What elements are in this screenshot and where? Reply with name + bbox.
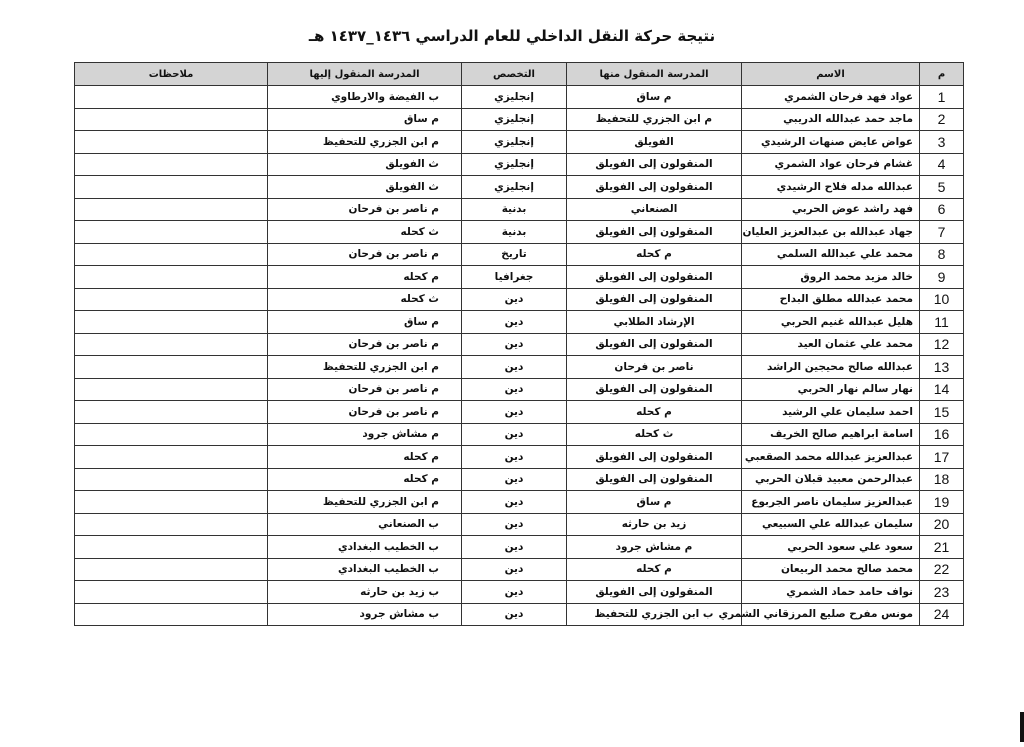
header-to-school: المدرسة المنقول إليها	[268, 63, 462, 86]
cell-name: سعود علي سعود الحربي	[742, 536, 920, 559]
table-row	[75, 198, 964, 221]
cell-num: 9	[920, 266, 964, 289]
cell-notes	[75, 558, 268, 581]
cell-num: 2	[920, 108, 964, 131]
cell-notes	[75, 468, 268, 491]
cell-num: 5	[920, 176, 964, 199]
cell-num: 18	[920, 468, 964, 491]
table-row	[75, 446, 964, 469]
cell-to-school: م ابن الجزري للتحفيظ	[268, 131, 462, 154]
cell-notes	[75, 401, 268, 424]
header-specialization: التخصص	[462, 63, 567, 86]
cell-name: نواف حامد حماد الشمري	[742, 581, 920, 604]
table-row	[75, 176, 964, 199]
table-header-row	[75, 63, 964, 86]
cell-num: 14	[920, 378, 964, 401]
cell-from-school: زيد بن حارثه	[567, 513, 742, 536]
table-row	[75, 536, 964, 559]
cell-notes	[75, 108, 268, 131]
cell-from-school: م كحله	[567, 558, 742, 581]
cell-name: فهد راشد عوض الحربي	[742, 198, 920, 221]
cell-to-school: ب الفيضة والارطاوي	[268, 86, 462, 109]
cell-num: 1	[920, 86, 964, 109]
header-name: الاسم	[742, 63, 920, 86]
cell-notes	[75, 333, 268, 356]
cell-notes	[75, 153, 268, 176]
cell-from-school: م ساق	[567, 491, 742, 514]
cell-to-school: م ابن الجزري للتحفيظ	[268, 491, 462, 514]
cell-to-school: ث الفويلق	[268, 176, 462, 199]
cell-to-school: م ناصر بن فرحان	[268, 401, 462, 424]
cell-specialization: دين	[462, 378, 567, 401]
cell-to-school: م كحله	[268, 468, 462, 491]
table-row	[75, 311, 964, 334]
cell-from-school: المنقولون إلى الفويلق	[567, 221, 742, 244]
cell-from-school: الفويلق	[567, 131, 742, 154]
cell-to-school: م ساق	[268, 108, 462, 131]
cell-name: عبدالعزيز سليمان ناصر الجربوع	[742, 491, 920, 514]
cell-name: اسامة ابراهيم صالح الخريف	[742, 423, 920, 446]
cell-num: 17	[920, 446, 964, 469]
cell-specialization: بدنية	[462, 198, 567, 221]
cell-to-school: ب الخطيب البغدادي	[268, 536, 462, 559]
cell-name: خالد مزيد محمد الروق	[742, 266, 920, 289]
cell-from-school: م ابن الجزري للتحفيظ	[567, 108, 742, 131]
cell-specialization: دين	[462, 513, 567, 536]
cell-specialization: دين	[462, 446, 567, 469]
cell-notes	[75, 266, 268, 289]
cell-notes	[75, 86, 268, 109]
header-from-school: المدرسة المنقول منها	[567, 63, 742, 86]
cell-to-school: م ناصر بن فرحان	[268, 333, 462, 356]
cell-specialization: إنجليزي	[462, 86, 567, 109]
cell-num: 6	[920, 198, 964, 221]
cell-name: محمد علي عبدالله السلمي	[742, 243, 920, 266]
cell-name: نهار سالم نهار الحربي	[742, 378, 920, 401]
cell-name: عبدالعزيز عبدالله محمد الصقعبي	[742, 446, 920, 469]
table-row	[75, 243, 964, 266]
table-body	[75, 86, 964, 626]
cell-num: 11	[920, 311, 964, 334]
cell-notes	[75, 356, 268, 379]
table-row	[75, 581, 964, 604]
page-title: نتيجة حركة النقل الداخلي للعام الدراسي ١٤٣٦_١٤٣٧ هـ	[308, 27, 716, 45]
cell-to-school: م كحله	[268, 446, 462, 469]
cell-specialization: دين	[462, 356, 567, 379]
table-row	[75, 131, 964, 154]
cell-from-school: المنقولون إلى الفويلق	[567, 446, 742, 469]
cell-num: 10	[920, 288, 964, 311]
cell-num: 20	[920, 513, 964, 536]
cell-num: 3	[920, 131, 964, 154]
cell-notes	[75, 423, 268, 446]
cell-name: محمد عبدالله مطلق البداح	[742, 288, 920, 311]
table-row	[75, 558, 964, 581]
cell-num: 15	[920, 401, 964, 424]
cell-specialization: دين	[462, 333, 567, 356]
cell-from-school: ب ابن الجزري للتحفيظ	[567, 603, 742, 626]
table-row	[75, 468, 964, 491]
cell-name: عواض عايض صنهات الرشيدي	[742, 131, 920, 154]
cell-to-school: م ناصر بن فرحان	[268, 243, 462, 266]
cell-from-school: المنقولون إلى الفويلق	[567, 176, 742, 199]
cell-name: عواد فهد فرحان الشمري	[742, 86, 920, 109]
cell-notes	[75, 491, 268, 514]
cell-from-school: م كحله	[567, 243, 742, 266]
cell-to-school: ب زيد بن حارثه	[268, 581, 462, 604]
table-row	[75, 603, 964, 626]
cell-name: عبدالرحمن معبيد قبلان الحربي	[742, 468, 920, 491]
cell-num: 7	[920, 221, 964, 244]
table-row	[75, 513, 964, 536]
cell-specialization: بدنية	[462, 221, 567, 244]
cell-specialization: إنجليزي	[462, 176, 567, 199]
transfer-results-table	[74, 62, 964, 626]
header-num: م	[920, 63, 964, 86]
cell-name: مونس مفرح صليع المرزقاني الشمري	[742, 603, 920, 626]
cell-to-school: م ناصر بن فرحان	[268, 378, 462, 401]
cell-to-school: م مشاش جرود	[268, 423, 462, 446]
cell-to-school: ب الخطيب البغدادي	[268, 558, 462, 581]
cell-specialization: دين	[462, 311, 567, 334]
cell-num: 23	[920, 581, 964, 604]
cell-specialization: إنجليزي	[462, 108, 567, 131]
cell-name: محمد صالح محمد الربيعان	[742, 558, 920, 581]
cell-name: احمد سليمان علي الرشيد	[742, 401, 920, 424]
cell-from-school: المنقولون إلى الفويلق	[567, 378, 742, 401]
cell-specialization: إنجليزي	[462, 131, 567, 154]
table-row	[75, 153, 964, 176]
cell-name: سليمان عبدالله علي السبيعي	[742, 513, 920, 536]
cell-notes	[75, 311, 268, 334]
cell-to-school: م كحله	[268, 266, 462, 289]
cell-num: 19	[920, 491, 964, 514]
cell-specialization: دين	[462, 558, 567, 581]
cell-name: عبدالله صالح محيجين الراشد	[742, 356, 920, 379]
table-row	[75, 221, 964, 244]
cell-name: عبدالله مدله فلاح الرشيدي	[742, 176, 920, 199]
cell-notes	[75, 536, 268, 559]
scan-edge-mark	[1020, 712, 1024, 742]
cell-notes	[75, 513, 268, 536]
cell-specialization: جغرافيا	[462, 266, 567, 289]
cell-from-school: المنقولون إلى الفويلق	[567, 288, 742, 311]
table-row	[75, 491, 964, 514]
cell-specialization: دين	[462, 491, 567, 514]
cell-num: 22	[920, 558, 964, 581]
cell-to-school: ب الصنعاني	[268, 513, 462, 536]
table-row	[75, 378, 964, 401]
cell-specialization: دين	[462, 423, 567, 446]
cell-name: ماجد حمد عبدالله الدريبي	[742, 108, 920, 131]
cell-num: 8	[920, 243, 964, 266]
cell-from-school: المنقولون إلى الفويلق	[567, 581, 742, 604]
cell-num: 13	[920, 356, 964, 379]
cell-notes	[75, 131, 268, 154]
cell-from-school: الصنعاني	[567, 198, 742, 221]
table-row	[75, 86, 964, 109]
cell-notes	[75, 288, 268, 311]
cell-to-school: ب مشاش جرود	[268, 603, 462, 626]
cell-num: 4	[920, 153, 964, 176]
cell-specialization: دين	[462, 401, 567, 424]
cell-specialization: دين	[462, 581, 567, 604]
cell-from-school: المنقولون إلى الفويلق	[567, 153, 742, 176]
cell-specialization: دين	[462, 536, 567, 559]
table-row	[75, 356, 964, 379]
header-notes: ملاحظات	[75, 63, 268, 86]
cell-specialization: دين	[462, 288, 567, 311]
cell-notes	[75, 603, 268, 626]
table-row	[75, 288, 964, 311]
cell-specialization: تاريخ	[462, 243, 567, 266]
cell-from-school: الإرشاد الطلابي	[567, 311, 742, 334]
cell-name: غشام فرحان عواد الشمري	[742, 153, 920, 176]
cell-num: 16	[920, 423, 964, 446]
cell-to-school: م ناصر بن فرحان	[268, 198, 462, 221]
cell-specialization: دين	[462, 603, 567, 626]
cell-from-school: المنقولون إلى الفويلق	[567, 266, 742, 289]
cell-num: 21	[920, 536, 964, 559]
cell-notes	[75, 378, 268, 401]
cell-from-school: م ساق	[567, 86, 742, 109]
cell-to-school: م ابن الجزري للتحفيظ	[268, 356, 462, 379]
cell-from-school: م كحله	[567, 401, 742, 424]
cell-from-school: ناصر بن فرحان	[567, 356, 742, 379]
table-row	[75, 401, 964, 424]
cell-to-school: ث كحله	[268, 288, 462, 311]
cell-name: محمد علي عثمان العيد	[742, 333, 920, 356]
cell-from-school: المنقولون إلى الفويلق	[567, 333, 742, 356]
cell-from-school: المنقولون إلى الفويلق	[567, 468, 742, 491]
cell-notes	[75, 243, 268, 266]
cell-specialization: إنجليزي	[462, 153, 567, 176]
cell-num: 24	[920, 603, 964, 626]
cell-from-school: م مشاش جرود	[567, 536, 742, 559]
table-row	[75, 108, 964, 131]
cell-to-school: ث الفويلق	[268, 153, 462, 176]
table-row	[75, 423, 964, 446]
cell-num: 12	[920, 333, 964, 356]
cell-to-school: ث كحله	[268, 221, 462, 244]
cell-notes	[75, 198, 268, 221]
cell-notes	[75, 581, 268, 604]
table-row	[75, 333, 964, 356]
cell-notes	[75, 221, 268, 244]
cell-name: جهاد عبدالله بن عبدالعزيز العليان	[742, 221, 920, 244]
table-row	[75, 266, 964, 289]
cell-to-school: م ساق	[268, 311, 462, 334]
cell-name: هليل عبدالله غنيم الحربي	[742, 311, 920, 334]
cell-from-school: ث كحله	[567, 423, 742, 446]
cell-specialization: دين	[462, 468, 567, 491]
cell-notes	[75, 176, 268, 199]
cell-notes	[75, 446, 268, 469]
